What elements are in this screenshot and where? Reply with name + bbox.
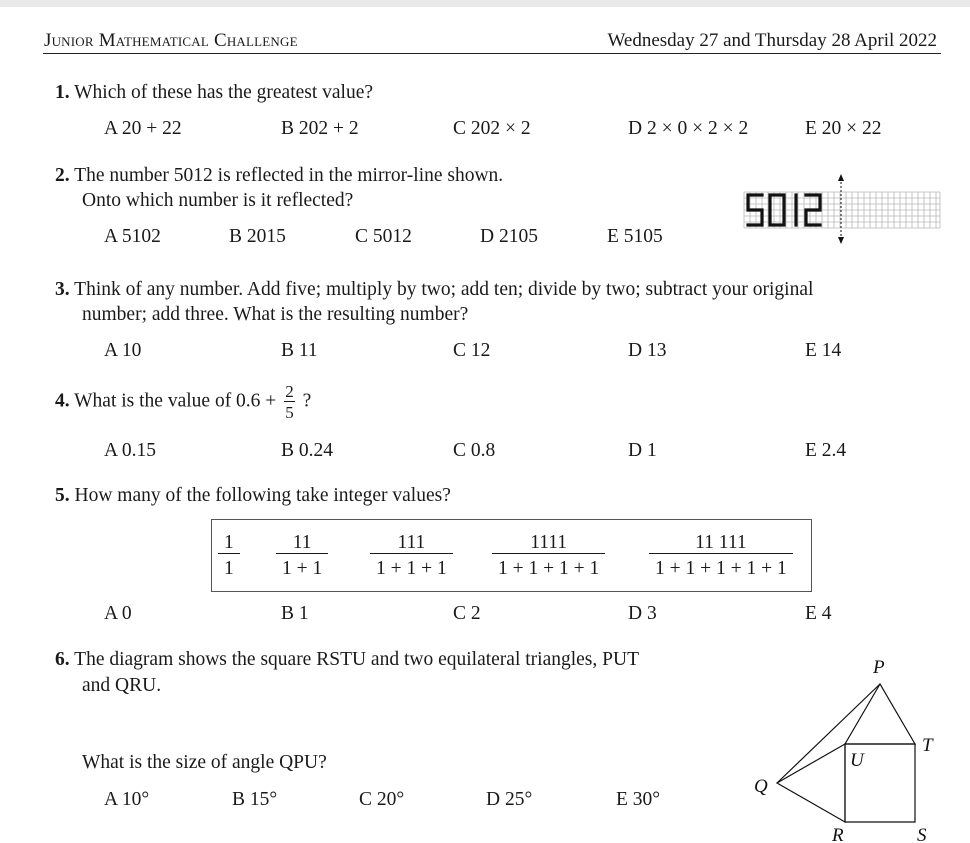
q2-option-d[interactable]: D 2105	[480, 226, 538, 247]
question-number: 4.	[55, 390, 70, 412]
question-text: How many of the following take integer values?	[74, 485, 451, 506]
question-6	[55, 650, 639, 670]
q2-option-e[interactable]: E 5105	[607, 226, 663, 247]
q5-option-c[interactable]: C 2	[453, 603, 481, 624]
q3-option-a[interactable]: A 10	[104, 340, 142, 361]
question-2	[55, 166, 503, 186]
question-text: What is the value of 0.6 +	[74, 390, 277, 412]
q6-option-e[interactable]: E 30°	[616, 789, 661, 810]
q4-option-b[interactable]: B 0.24	[281, 440, 334, 461]
q5-option-a[interactable]: A 0	[104, 603, 132, 624]
header-rule	[43, 53, 941, 54]
question-number: 3.	[55, 279, 70, 300]
question-4: 4. What is the value of 0.6 + $\frac{2}{5}$ ?	[55, 382, 312, 422]
question-text: Think of any number. Add five; multiply by two; add ten; divide by two; subtract your original	[74, 279, 814, 300]
triangle-put	[845, 684, 915, 744]
question-text: The number 5012 is reflected in the mirror-line shown.	[74, 165, 504, 186]
q1-option-e[interactable]: E 20 × 22	[805, 118, 882, 139]
q4-option-c[interactable]: C 0.8	[453, 440, 496, 461]
q6-option-a[interactable]: A 10°	[104, 789, 150, 810]
question-text: Which of these has the greatest value?	[74, 82, 374, 103]
q2-option-c[interactable]: C 5012	[355, 226, 412, 247]
question-3	[55, 280, 813, 300]
question-number: 2.	[55, 165, 70, 186]
q1-option-c[interactable]: C 202 × 2	[453, 118, 531, 139]
question-text: The diagram shows the square RSTU and two equilateral triangles, PUT	[74, 649, 639, 670]
question-2-line-2: Onto which number is it reflected?	[82, 190, 354, 211]
label-p: P	[873, 657, 885, 678]
digits-5012	[748, 195, 820, 225]
q1-option-b[interactable]: B 202 + 2	[281, 118, 359, 139]
label-r: R	[832, 825, 844, 843]
triangle-qru	[777, 744, 845, 822]
question-5	[55, 486, 451, 506]
competition-title: Junior Mathematical Challenge	[44, 30, 298, 51]
q1-option-d[interactable]: D 2 × 0 × 2 × 2	[628, 118, 749, 139]
q6-option-c[interactable]: C 20°	[359, 789, 405, 810]
label-u: U	[850, 750, 864, 771]
q3-option-b[interactable]: B 11	[281, 340, 318, 361]
fraction-3: $\frac{111}{1 + 1 + 1}$	[370, 532, 453, 580]
question-1	[55, 83, 373, 103]
fraction-5: $\frac{11 111}{1 + 1 + 1 + 1 + 1}$	[649, 532, 793, 580]
q4-option-e[interactable]: E 2.4	[805, 440, 847, 461]
q3-option-e[interactable]: E 14	[805, 340, 842, 361]
competition-date: Wednesday 27 and Thursday 28 April 2022	[607, 30, 937, 51]
label-q: Q	[754, 776, 768, 797]
q4-option-a[interactable]: A 0.15	[104, 440, 157, 461]
fraction-4: $\frac{1111}{1 + 1 + 1 + 1}$	[492, 532, 605, 580]
label-t: T	[922, 735, 933, 756]
square-triangles-diagram	[740, 650, 970, 843]
q5-option-b[interactable]: B 1	[281, 603, 309, 624]
fraction-1: $\frac{1}{1}$	[218, 532, 240, 580]
q6-option-d[interactable]: D 25°	[486, 789, 533, 810]
question-6-line-2: and QRU.	[82, 675, 162, 696]
mirror-diagram	[740, 172, 944, 244]
question-3-line-2: number; add three. What is the resulting number?	[82, 304, 469, 325]
question-number: 1.	[55, 82, 70, 103]
question-number: 6.	[55, 649, 70, 670]
q5-option-d[interactable]: D 3	[628, 603, 657, 624]
q2-option-b[interactable]: B 2015	[229, 226, 286, 247]
line-qp	[777, 684, 880, 783]
label-s: S	[917, 825, 927, 843]
q3-option-d[interactable]: D 13	[628, 340, 667, 361]
q1-option-a[interactable]: A 20 + 22	[104, 118, 182, 139]
question-number: 5.	[55, 485, 70, 506]
top-strip	[0, 0, 970, 7]
q4-option-d[interactable]: D 1	[628, 440, 657, 461]
q2-option-a[interactable]: A 5102	[104, 226, 161, 247]
q6-option-b[interactable]: B 15°	[232, 789, 278, 810]
q5-option-e[interactable]: E 4	[805, 603, 832, 624]
q3-option-c[interactable]: C 12	[453, 340, 491, 361]
fraction-2: $\frac{11}{1 + 1}$	[276, 532, 328, 580]
fraction-two-fifths: $\frac{2}{5}$	[285, 382, 294, 422]
question-6-prompt: What is the size of angle QPU?	[82, 752, 327, 773]
